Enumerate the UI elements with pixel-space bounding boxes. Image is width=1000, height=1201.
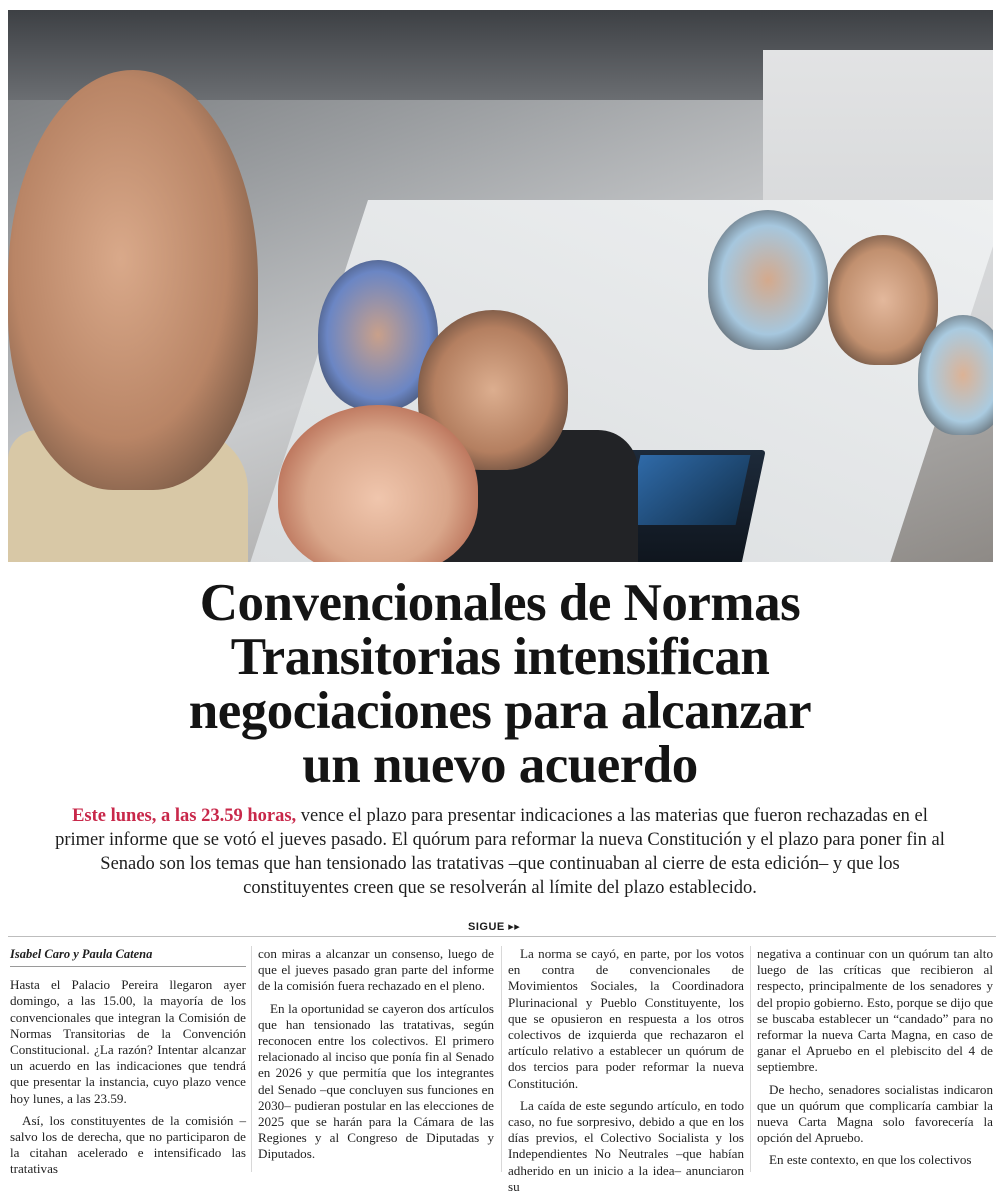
photo-person — [918, 315, 993, 435]
continue-label: SIGUE ▸▸ — [468, 921, 521, 933]
lead-paragraph — [50, 804, 950, 900]
divider — [8, 936, 996, 937]
headline-line: Convencionales de Normas — [199, 574, 801, 632]
body-paragraph: con miras a alcanzar un consenso, luego de que el jueves pasado gran parte del informe de la comisión fuera rechazado en el pleno. — [258, 946, 494, 994]
body-paragraph: En este contexto, en que los colectivos — [769, 1152, 972, 1168]
body-column-2 — [258, 946, 494, 1169]
column-divider — [251, 946, 252, 1172]
body-paragraph: En la oportunidad se cayeron dos artículos que han tensionado las tratativas, según reconocen entre los colectivos. El primero relacionado al inciso que ponía fin al Senado en 2026 y que permitía que los integrantes del Senado –que concluyen sus funciones en 2030– pudieran postular en las elecciones de 2025 que se harán para la Cámara de las Regiones y al Congreso de Diputadas y Diputados. — [258, 1000, 494, 1162]
column-divider — [750, 946, 751, 1172]
body-paragraph: negativa a continuar con un quórum tan alto luego de las críticas que recibieron al respecto, principalmente de los senadores y del propio gobierno. Esto, porque se dijo que se buscaba establecer un “candado” para no reformar la nueva Carta Magna, en caso de ganar el Apruebo en el plebiscito del 4 de septiembre. — [757, 946, 994, 1075]
headline-line: negociaciones para alcanzar — [188, 682, 812, 740]
body-paragraph: La norma se cayó, en parte, por los votos en contra de convencionales de Movimientos Sociales, la Coordinadora Plurinacional y Pueblo Constituyente, los que se opusieron en respuesta a los otros colectivos de izquierda que rechazaron el artículo relativo a establecer un quórum de dos tercios para poder reformar la nueva Constitución. — [508, 946, 744, 1091]
body-column-1 — [10, 946, 246, 1184]
headline-line: un nuevo acuerdo — [302, 736, 698, 794]
body-column-4 — [757, 946, 993, 1175]
column-divider — [501, 946, 502, 1172]
divider — [10, 966, 246, 967]
body-paragraph: De hecho, senadores socialistas indicaron que un quórum que complicaría cambiar la nueva Carta Magna solo favorecería la opción del Apruebo. — [757, 1081, 993, 1146]
body-paragraph: La caída de este segundo artículo, en todo caso, no fue sorpresivo, debido a que en los días previos, el Colectivo Socialista y los Independientes No Neutrales –que habían adherido en un inicio a la idea– anunciaron su — [508, 1097, 744, 1194]
lead-highlight: Este lunes, a las 23.59 horas, — [72, 806, 297, 826]
photo-person — [708, 210, 828, 350]
photo-person — [828, 235, 938, 365]
photo-laptop-screen — [626, 455, 751, 525]
body-column-3 — [508, 946, 744, 1201]
article-photo — [8, 10, 993, 562]
lead-text: vence el plazo para presentar indicaciones a las materias que fueron rechazadas en el primer informe que se votó el jueves pasado. El quórum para reformar la nueva Constitución y el plazo para poner fin al Senado son los temas que han tensionado las tratativas –que continuaban al cierre de esta edición– y que los constituyentes creen que se resolverán al límite del plazo establecido. — [55, 806, 945, 898]
photo-person — [278, 405, 478, 562]
body-paragraph: Hasta el Palacio Pereira llegaron ayer domingo, a las 15.00, la mayoría de los convencionales que integran la Comisión de Normas Transitorias de la Convención Constitucional. ¿La razón? Intentar alcanzar un acuerdo en las indicaciones que tendrá que presentar la instancia, cuyo plazo vence hoy lunes, a las 23.59. — [10, 977, 246, 1106]
byline: Isabel Caro y Paula Catena — [10, 947, 153, 961]
headline — [40, 576, 960, 792]
body-paragraph: Así, los constituyentes de la comisión –salvo los de derecha, que no participaron de la citahan acelerado e intensificado las tratativas — [10, 1112, 246, 1177]
photo-person — [8, 70, 258, 490]
headline-line: Transitorias intensifican — [230, 628, 770, 686]
